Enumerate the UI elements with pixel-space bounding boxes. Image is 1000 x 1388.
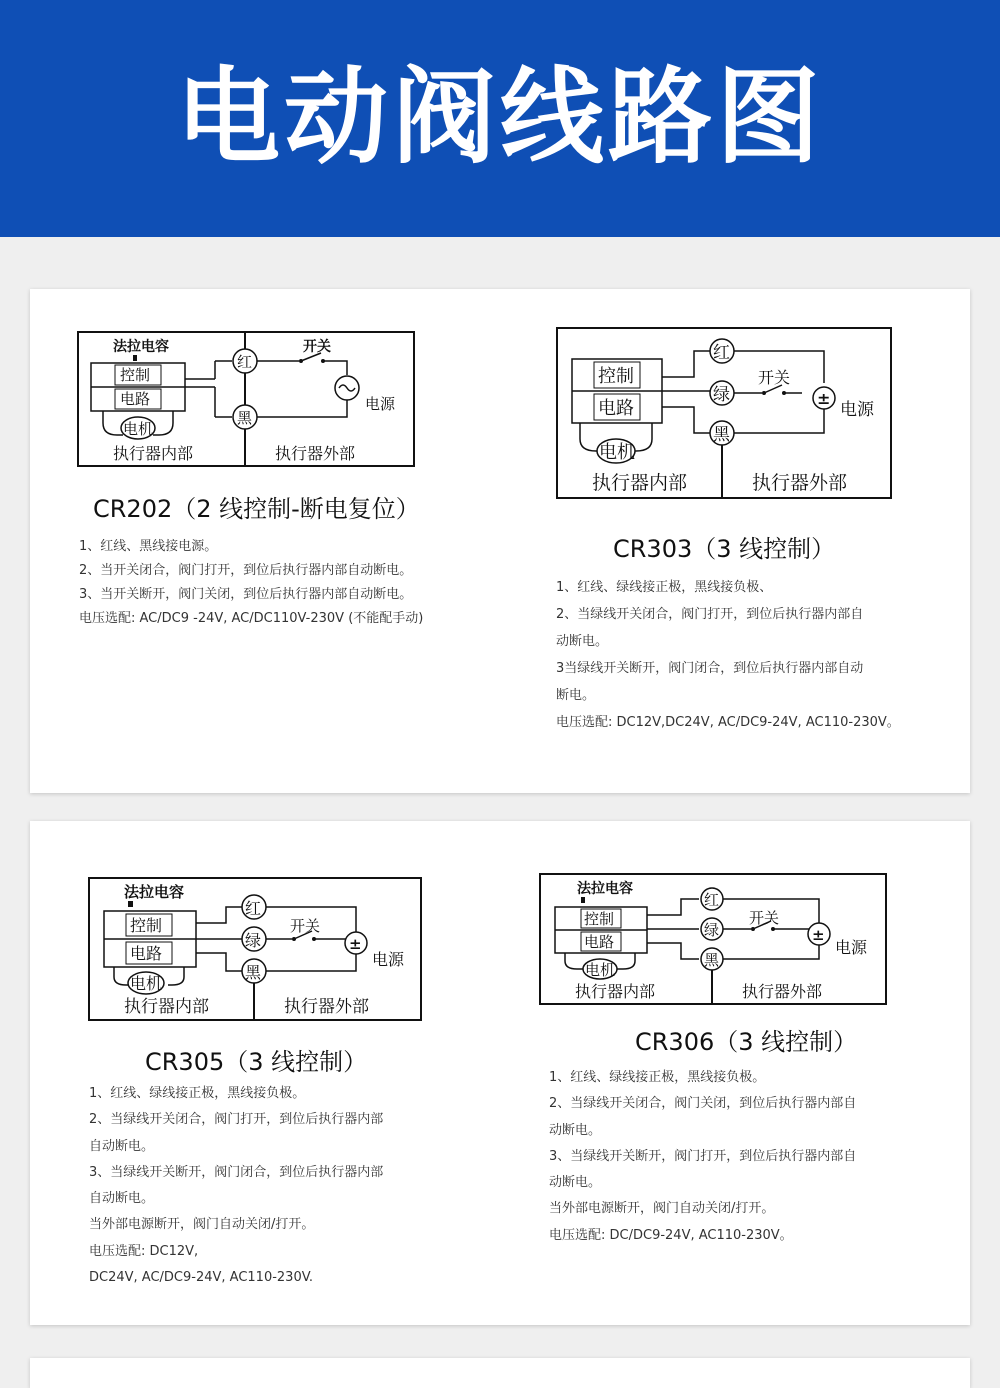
motor-label: 电机: [599, 442, 635, 463]
cr305-description: [89, 1081, 383, 1291]
motor-label: 电机: [585, 961, 616, 979]
cr303-line: 1、红线、绿线接正极，黑线接负极、: [556, 580, 773, 595]
cr306-line: 2、当绿线开关闭合，阀门关闭，到位后执行器内部自: [549, 1096, 857, 1112]
header-banner: [0, 0, 1000, 237]
red-wire-label: 红: [245, 899, 262, 918]
cr303-line: 电压选配: DC12V,DC24V, AC/DC9-24V, AC110-230V。: [556, 715, 900, 730]
cr306-line: 动断电。: [549, 1122, 602, 1138]
farad-capacitor-label: 法拉电容: [113, 339, 169, 355]
cr202-description: [79, 535, 423, 631]
cr303-line: 2、当绿线开关闭合，阀门打开，到位后执行器内部自: [556, 607, 864, 622]
dc-source-symbol: ±: [817, 389, 831, 408]
cr306-line: 电压选配: DC/DC9-24V, AC110-230V。: [549, 1227, 793, 1243]
cr306-wiring-diagram: [539, 873, 889, 1007]
power-label: 电源: [835, 938, 868, 957]
card-cr202-cr303: [30, 289, 970, 793]
motor-label: 电机: [123, 420, 154, 438]
cr306-line: 3、当绿线开关断开，阀门打开，到位后执行器内部自: [549, 1148, 857, 1164]
dc-source-symbol: ±: [812, 926, 825, 944]
cr303-line: 动断电。: [556, 634, 609, 649]
cr303-line: 3当绿线开关断开，阀门闭合，到位后执行器内部自动: [556, 661, 864, 676]
power-label: 电源: [365, 395, 396, 413]
cr202-line: 3、当开关断开，阀门关闭，到位后执行器内部自动断电。: [79, 587, 413, 602]
control-label: 控制: [120, 366, 151, 384]
cr306-line: 当外部电源断开，阀门自动关闭/打开。: [549, 1201, 775, 1217]
power-label: 电源: [372, 950, 405, 969]
card-cr305-cr306: [30, 821, 970, 1325]
cr305-line: 电压选配: DC12V,: [89, 1243, 199, 1259]
red-wire-label: 红: [237, 353, 253, 371]
cr305-line: 自动断电。: [89, 1138, 155, 1154]
switch-label: 开关: [303, 339, 331, 355]
cr305-line: DC24V, AC/DC9-24V, AC110-230V.: [89, 1270, 314, 1286]
cr305-line: 自动断电。: [89, 1191, 155, 1207]
green-wire-label: 绿: [704, 921, 720, 939]
circuit-label: 电路: [120, 390, 151, 408]
inside-label: 执行器内部: [592, 472, 688, 494]
power-label: 电源: [840, 400, 874, 420]
cr305-line: 当外部电源断开，阀门自动关闭/打开。: [89, 1217, 315, 1233]
control-label: 控制: [130, 916, 163, 935]
cr305-title: CR305（3 线控制）: [145, 1048, 368, 1076]
control-label: 控制: [584, 910, 615, 928]
cr202-line: 电压选配: AC/DC9 -24V, AC/DC110V-230V (不能配手动): [79, 611, 424, 626]
cr202-wiring-diagram: [77, 331, 417, 469]
cr303-description: [556, 574, 900, 736]
switch-label: 开关: [290, 917, 321, 935]
control-label: 控制: [598, 366, 634, 387]
green-wire-label: 绿: [245, 931, 262, 950]
circuit-label: 电路: [584, 933, 615, 951]
inside-label: 执行器内部: [575, 982, 656, 1001]
cr305-line: 3、当绿线开关断开，阀门闭合，到位后执行器内部: [89, 1164, 384, 1180]
outside-label: 执行器外部: [284, 997, 369, 1017]
dc-source-symbol: ±: [349, 935, 362, 953]
farad-capacitor-label: 法拉电容: [124, 883, 185, 901]
cr305-line: 1、红线、绿线接正极，黑线接负极。: [89, 1086, 306, 1101]
circuit-label: 电路: [598, 398, 634, 419]
inside-label: 执行器内部: [113, 444, 194, 463]
switch-label: 开关: [758, 368, 791, 387]
outside-label: 执行器外部: [742, 982, 823, 1001]
cr202-line: 1、红线、黑线接电源。: [79, 539, 218, 554]
cr306-description: [549, 1065, 856, 1249]
cr202-line: 2、当开关闭合，阀门打开，到位后执行器内部自动断电。: [79, 563, 413, 578]
red-wire-label: 红: [713, 343, 730, 363]
cr306-title: CR306（3 线控制）: [635, 1028, 858, 1056]
outside-label: 执行器外部: [275, 444, 356, 463]
cr305-line: 2、当绿线开关闭合，阀门打开，到位后执行器内部: [89, 1112, 384, 1128]
cr303-title: CR303（3 线控制）: [613, 535, 836, 563]
outside-label: 执行器外部: [752, 472, 848, 494]
inside-label: 执行器内部: [124, 997, 209, 1017]
farad-capacitor-label: 法拉电容: [577, 881, 633, 897]
green-wire-label: 绿: [713, 385, 730, 405]
cr305-wiring-diagram: [88, 877, 424, 1023]
red-wire-label: 红: [704, 891, 720, 909]
switch-label: 开关: [749, 909, 780, 927]
cr303-line: 断电。: [556, 688, 596, 703]
motor-label: 电机: [130, 974, 163, 993]
black-wire-label: 黑: [237, 409, 253, 427]
cr306-line: 动断电。: [549, 1175, 602, 1191]
card-next-partial: [30, 1358, 970, 1388]
page-title: 电动阀线路图: [175, 56, 824, 178]
black-wire-label: 黑: [713, 425, 730, 445]
black-wire-label: 黑: [704, 951, 720, 969]
cr306-line: 1、红线、绿线接正极，黑线接负极。: [549, 1070, 766, 1085]
cr303-wiring-diagram: [556, 327, 894, 501]
black-wire-label: 黑: [245, 963, 262, 982]
cr202-title: CR202（2 线控制-断电复位）: [93, 495, 420, 523]
circuit-label: 电路: [130, 944, 163, 963]
